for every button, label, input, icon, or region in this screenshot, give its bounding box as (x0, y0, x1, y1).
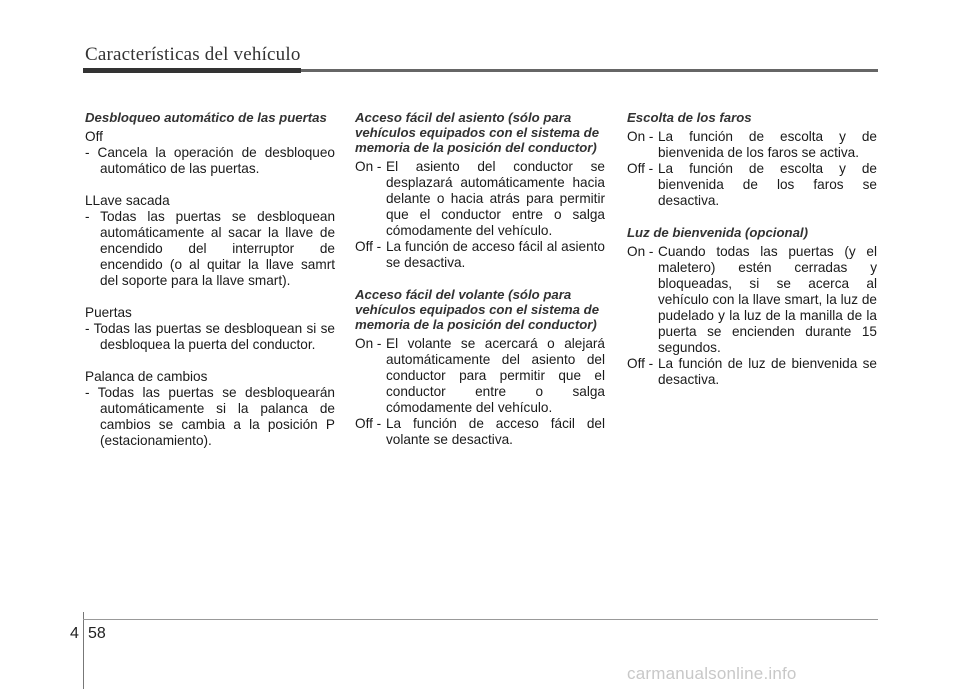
wheel-off-text: La función de acceso fácil del volante se desactiva. (386, 416, 605, 447)
wheel-off-item (355, 416, 605, 448)
wheel-on-text: El volante se acercará o alejará automáticamente del asiento del conductor para permitir que el conductor entre o salga cómodamente del vehículo. (386, 336, 605, 415)
option-doors-label: Puertas (85, 305, 132, 320)
footer-horizontal-rule (83, 619, 878, 620)
escort-off-item (627, 161, 877, 209)
option-off-label: Off (85, 129, 103, 144)
option-key-label: LLave sacada (85, 193, 170, 208)
section-title-headlamp-escort: Escolta de los faros (627, 110, 752, 125)
welcome-on-text: Cuando todas las puertas (y el maletero) estén cerradas y bloqueadas, si se acerca al vehículo con la llave smart, la luz de pudelado y la luz de la manilla de la puerta se encienden durante 15 segundos. (658, 244, 877, 355)
section-title-easy-seat: Acceso fácil del asiento (sólo para vehículos equipados con el sistema de memoria de la posición del conductor) (355, 110, 600, 155)
seat-off-label: Off - (355, 239, 382, 254)
watermark: carmanualsonline.info (627, 664, 797, 683)
page-number: 58 (88, 625, 106, 642)
seat-on-item (355, 159, 605, 239)
option-lever-label: Palanca de cambios (85, 369, 208, 384)
section-title-easy-wheel: Acceso fácil del volante (sólo para vehículos equipados con el sistema de memoria de la posición del conductor) (355, 287, 600, 332)
seat-off-item (355, 239, 605, 271)
section-title-welcome-light: Luz de bienvenida (opcional) (627, 225, 808, 240)
escort-on-label: On - (627, 129, 654, 144)
chapter-number: 4 (70, 625, 79, 642)
seat-off-text: La función de acceso fácil al asiento se desactiva. (386, 239, 605, 270)
column-3 (627, 110, 877, 388)
welcome-off-item (627, 356, 877, 388)
wheel-off-label: Off - (355, 416, 382, 431)
page-title: Características del vehículo (85, 44, 301, 65)
seat-on-text: El asiento del conductor se desplazará automáticamente hacia delante o hacia atrás para permitir que el conductor entre o salga cómodamente del vehículo. (386, 159, 605, 238)
seat-on-label: On - (355, 159, 382, 174)
escort-off-label: Off - (627, 161, 654, 176)
option-lever-text: - Todas las puertas se desbloquearán automáticamente si la palanca de cambios se cambia a la posición P (estacionamiento). (85, 385, 335, 448)
header-rule-accent (83, 68, 301, 73)
welcome-on-label: On - (627, 244, 654, 259)
column-2 (355, 110, 605, 448)
footer-vertical-rule (83, 612, 84, 689)
section-title-auto-unlock: Desbloqueo automático de las puertas (85, 110, 327, 125)
wheel-on-item (355, 336, 605, 416)
option-doors-text: - Todas las puertas se desbloquean si se desbloquea la puerta del conductor. (85, 321, 335, 352)
escort-off-text: La función de escolta y de bienvenida de los faros se desactiva. (658, 161, 877, 208)
welcome-on-item (627, 244, 877, 356)
wheel-on-label: On - (355, 336, 382, 351)
welcome-off-label: Off - (627, 356, 654, 371)
column-1 (85, 110, 335, 449)
welcome-off-text: La función de luz de bienvenida se desactiva. (658, 356, 877, 387)
escort-on-text: La función de escolta y de bienvenida de los faros se activa. (658, 129, 877, 160)
escort-on-item (627, 129, 877, 161)
option-key-text: - Todas las puertas se desbloquean automáticamente al sacar la llave de encendido del interruptor de encendido (o al quitar la llave samrt del soporte para la llave smart). (85, 209, 335, 288)
option-off-text: - Cancela la operación de desbloqueo automático de las puertas. (85, 145, 335, 176)
